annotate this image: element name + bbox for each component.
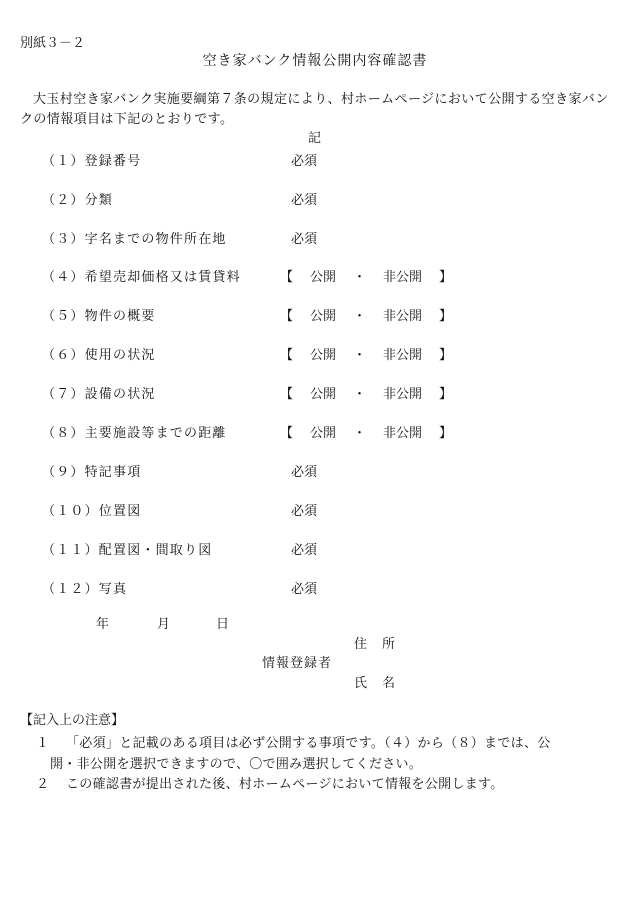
date-month: 月 bbox=[157, 617, 171, 632]
public-choice bbox=[280, 305, 452, 324]
attachment-number: 別紙３－２ bbox=[20, 36, 86, 51]
choice-private[interactable]: 非公開 bbox=[382, 270, 422, 285]
required-value: 必須 bbox=[291, 232, 318, 247]
required-value: 必須 bbox=[291, 543, 318, 558]
public-choice bbox=[280, 422, 452, 441]
page-title: 空き家バンク情報公開内容確認書 bbox=[202, 53, 428, 69]
item-label: （６）使用の状況 bbox=[42, 348, 156, 363]
bracket-close: 】 bbox=[438, 270, 452, 285]
bracket-close: 】 bbox=[438, 426, 452, 441]
item-label: （４）希望売却価格又は賃貸料 bbox=[42, 270, 241, 285]
required-value: 必須 bbox=[291, 154, 318, 169]
item-label: （１２）写真 bbox=[42, 582, 128, 597]
note-text: 「必須」と記載のある項目は必ず公開する事項です。（４）から（８）までは、公 bbox=[66, 736, 551, 751]
required-value: 必須 bbox=[291, 465, 318, 480]
choice-private[interactable]: 非公開 bbox=[382, 348, 422, 363]
choice-public[interactable]: 公開 bbox=[309, 309, 336, 324]
note-item bbox=[36, 733, 616, 775]
bracket-open: 【 bbox=[280, 309, 294, 324]
choice-separator: ・ bbox=[352, 387, 366, 402]
registrant-label: 情報登録者 bbox=[262, 656, 333, 671]
item-label: （５）物件の概要 bbox=[42, 309, 156, 324]
item-label: （１０）位置図 bbox=[42, 504, 142, 519]
choice-public[interactable]: 公開 bbox=[309, 387, 336, 402]
choice-private[interactable]: 非公開 bbox=[382, 309, 422, 324]
note-text-continued: 開・非公開を選択できますので、〇で囲み選択してください。 bbox=[50, 757, 423, 772]
bracket-close: 】 bbox=[438, 387, 452, 402]
date-year: 年 bbox=[96, 617, 110, 632]
bracket-close: 】 bbox=[438, 309, 452, 324]
choice-separator: ・ bbox=[352, 426, 366, 441]
address-label: 住 所 bbox=[354, 637, 397, 652]
public-choice bbox=[280, 383, 452, 402]
public-choice bbox=[280, 266, 452, 285]
choice-private[interactable]: 非公開 bbox=[382, 426, 422, 441]
bracket-close: 】 bbox=[438, 348, 452, 363]
bracket-open: 【 bbox=[280, 426, 294, 441]
note-number: １ bbox=[36, 736, 50, 751]
date-day: 日 bbox=[216, 617, 230, 632]
item-label: （９）特記事項 bbox=[42, 465, 142, 480]
note-text: この確認書が提出された後、村ホームページにおいて情報を公開します。 bbox=[66, 777, 504, 792]
note-item bbox=[36, 774, 616, 795]
notes-heading: 【記入上の注意】 bbox=[20, 713, 125, 728]
intro-paragraph: 大玉村空き家バンク実施要綱第７条の規定により、村ホームページにおいて公開する空き家バンクの情報項目は下記のとおりです。 bbox=[20, 92, 609, 127]
required-value: 必須 bbox=[291, 193, 318, 208]
choice-separator: ・ bbox=[352, 348, 366, 363]
item-label: （７）設備の状況 bbox=[42, 387, 156, 402]
item-label: （１１）配置図・間取り図 bbox=[42, 543, 213, 558]
required-value: 必須 bbox=[291, 582, 318, 597]
choice-separator: ・ bbox=[352, 270, 366, 285]
choice-separator: ・ bbox=[352, 309, 366, 324]
item-label: （２）分類 bbox=[42, 193, 114, 208]
required-value: 必須 bbox=[291, 504, 318, 519]
item-label: （８）主要施設等までの距離 bbox=[42, 426, 227, 441]
bracket-open: 【 bbox=[280, 348, 294, 363]
public-choice bbox=[280, 344, 452, 363]
choice-public[interactable]: 公開 bbox=[309, 426, 336, 441]
choice-private[interactable]: 非公開 bbox=[382, 387, 422, 402]
bracket-open: 【 bbox=[280, 270, 294, 285]
note-number: ２ bbox=[36, 777, 50, 792]
name-label: 氏 名 bbox=[354, 676, 397, 691]
choice-public[interactable]: 公開 bbox=[309, 270, 336, 285]
bracket-open: 【 bbox=[280, 387, 294, 402]
choice-public[interactable]: 公開 bbox=[309, 348, 336, 363]
ki-heading: 記 bbox=[308, 131, 322, 146]
item-label: （３）字名までの物件所在地 bbox=[42, 232, 227, 247]
item-label: （１）登録番号 bbox=[42, 154, 142, 169]
